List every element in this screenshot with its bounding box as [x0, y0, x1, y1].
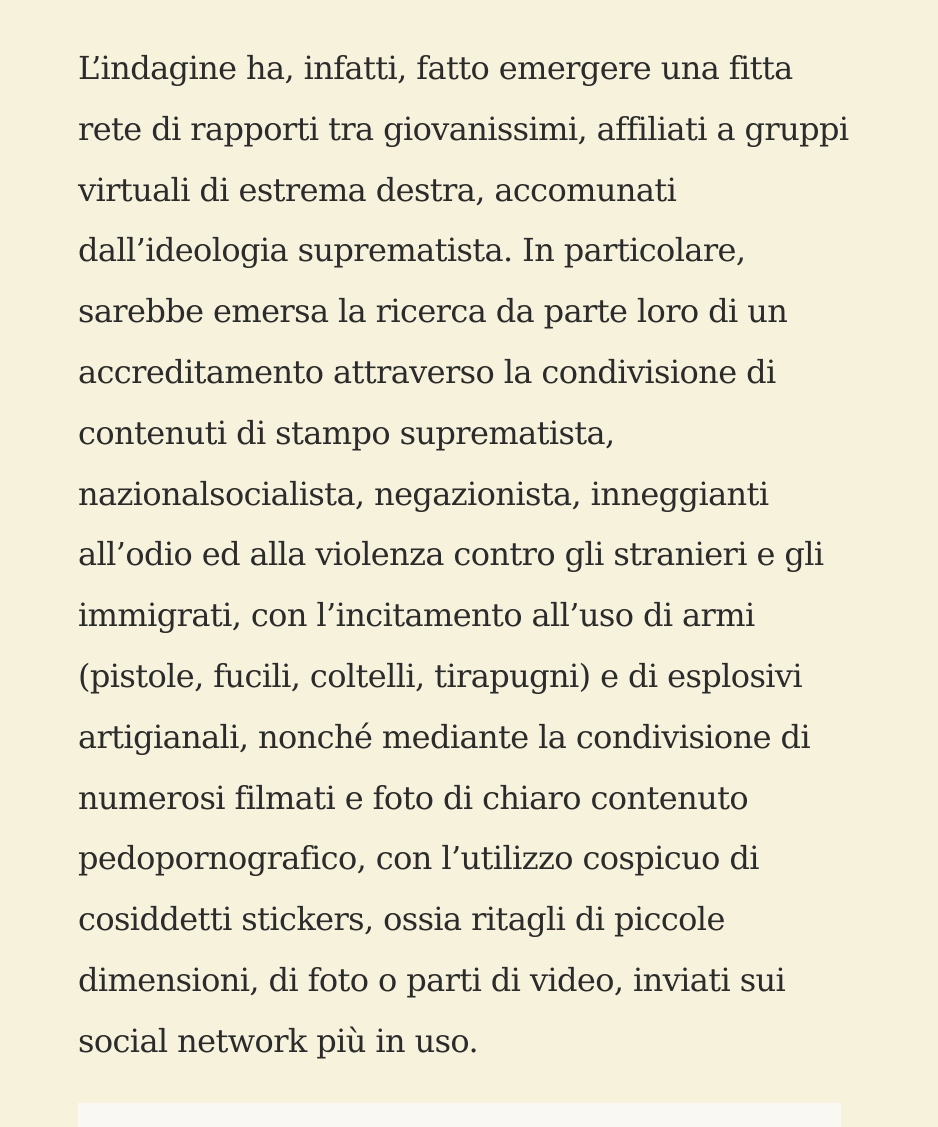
- paragraph-line: cosiddetti stickers, ossia ritagli di piccole: [78, 900, 725, 939]
- paragraph-line: all’odio ed alla violenza contro gli stranieri e gli: [78, 535, 824, 574]
- paragraph-line: sarebbe emersa la ricerca da parte loro di un: [78, 292, 788, 331]
- paragraph-line: rete di rapporti tra giovanissimi, affiliati a gruppi: [78, 109, 849, 148]
- paragraph-line: artigianali, nonché mediante la condivisione di: [78, 717, 811, 756]
- paragraph-line: accreditamento attraverso la condivisione di: [78, 352, 776, 391]
- paragraph-line: virtuali di estrema destra, accomunati: [78, 170, 677, 209]
- paragraph-line: social network più in uso.: [78, 1021, 479, 1060]
- paragraph-line: contenuti di stampo suprematista,: [78, 413, 615, 452]
- paragraph-line: (pistole, fucili, coltelli, tirapugni) e di esplosivi: [78, 656, 803, 695]
- paragraph-line: L’indagine ha, infatti, fatto emergere una fitta: [78, 49, 793, 87]
- next-content-block: [78, 1103, 841, 1127]
- article-paragraph: [78, 38, 858, 1072]
- paragraph-line: pedopornografico, con l’utilizzo cospicuo di: [78, 839, 759, 878]
- paragraph-line: numerosi filmati e foto di chiaro contenuto: [78, 778, 749, 817]
- paragraph-line: nazionalsocialista, negazionista, inneggianti: [78, 474, 769, 513]
- paragraph-line: dimensioni, di foto o parti di video, inviati sui: [78, 960, 786, 999]
- paragraph-line: dall’ideologia suprematista. In particolare,: [78, 231, 746, 270]
- paragraph-line: immigrati, con l’incitamento all’uso di armi: [78, 596, 755, 635]
